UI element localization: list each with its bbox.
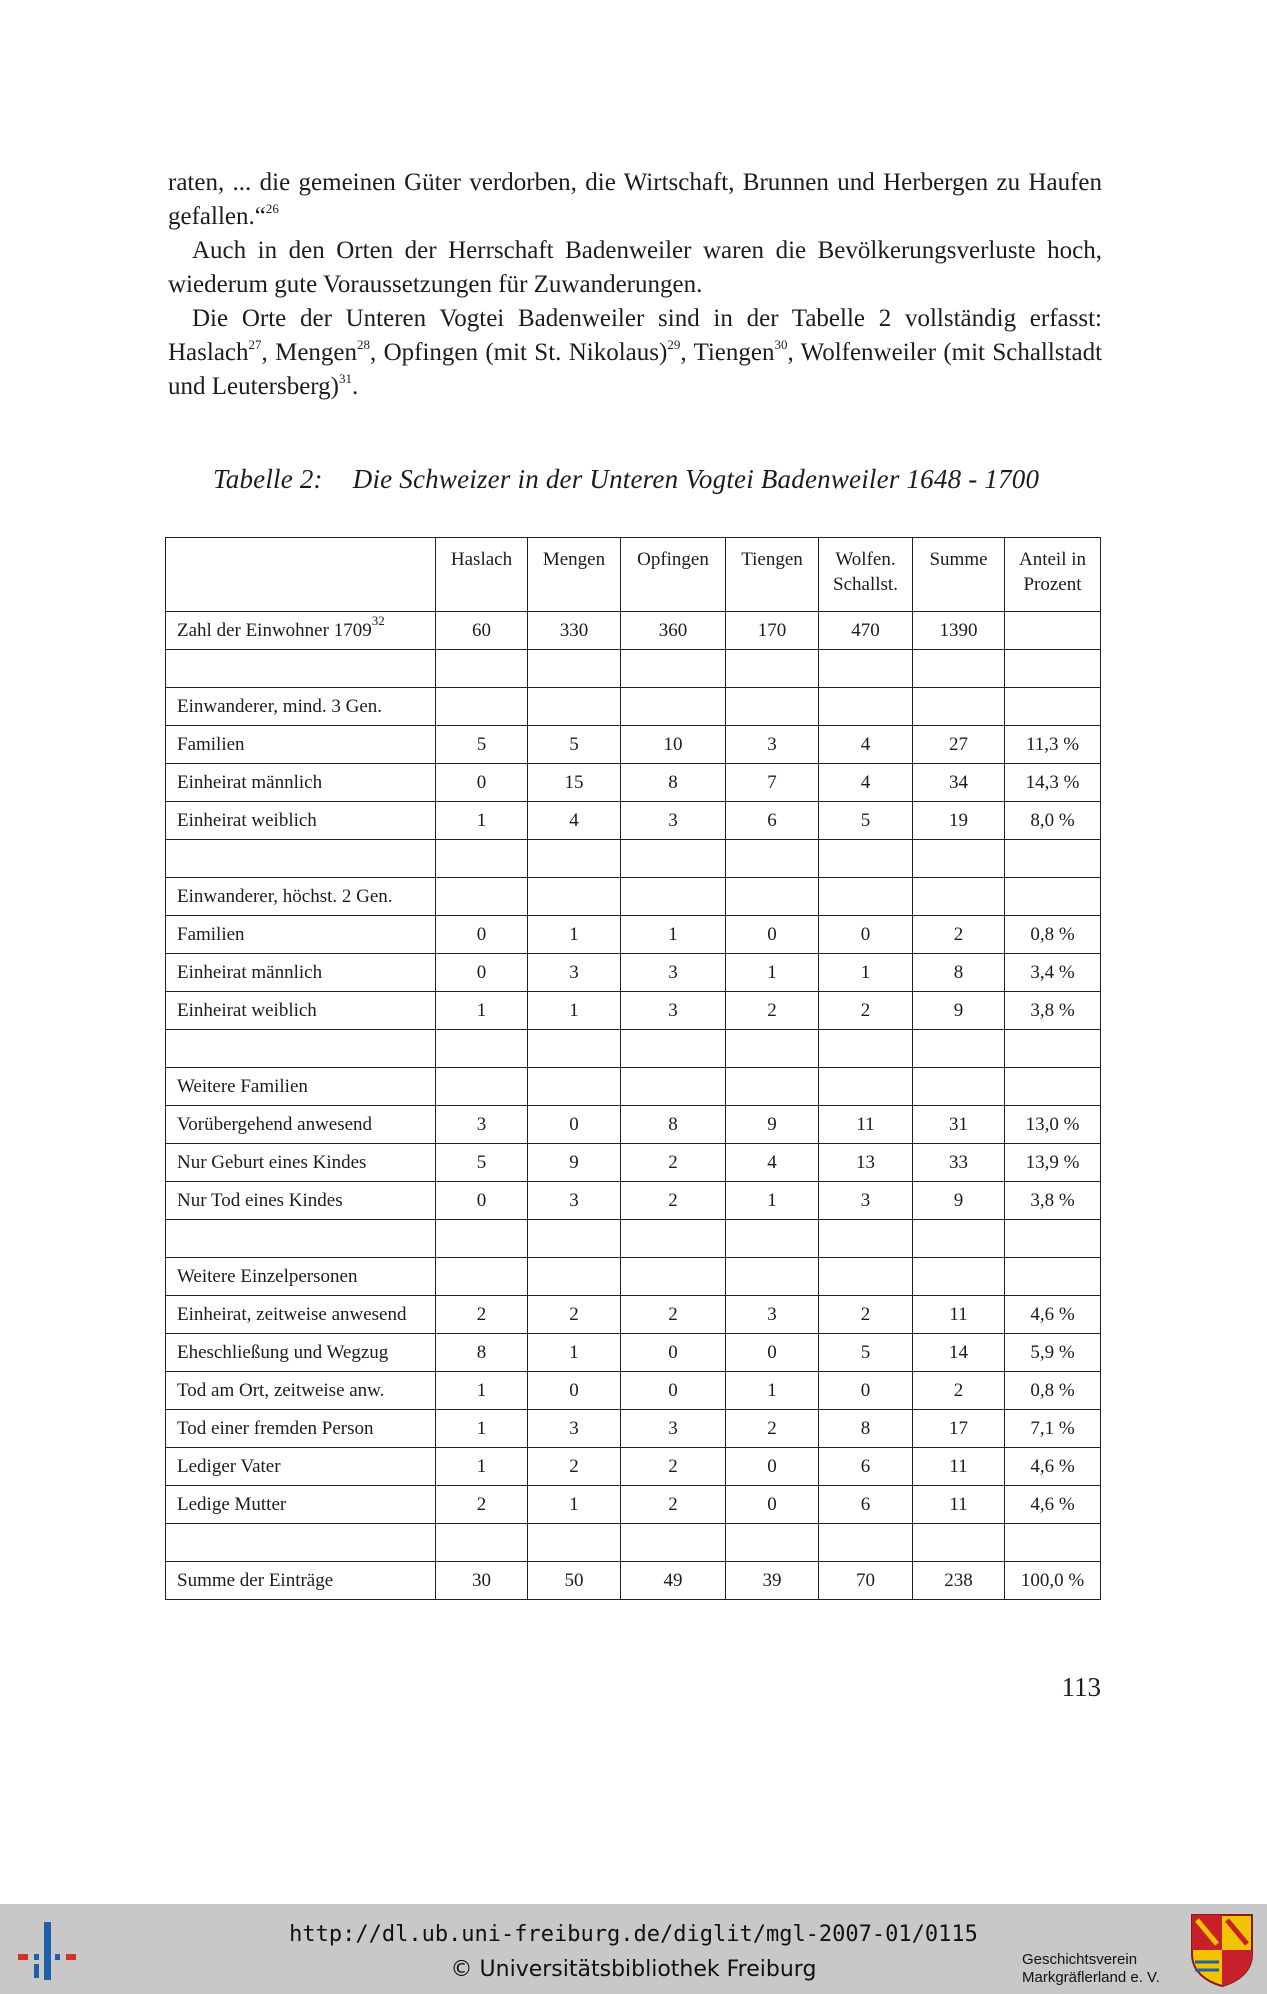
table-cell: 3 (726, 726, 819, 764)
paragraph-3-text-c: , Opfingen (mit St. Nikolaus) (370, 339, 668, 366)
table-cell: 2 (436, 1486, 528, 1524)
table-cell: 50 (528, 1562, 621, 1600)
table-cell (436, 878, 528, 916)
footnote-ref-26: 26 (265, 201, 279, 216)
row-label: Eheschließung und Wegzug (166, 1334, 436, 1372)
header-cell: Anteil in Prozent (1005, 538, 1101, 612)
table-cell (819, 688, 913, 726)
table-row (166, 688, 1101, 726)
table-cell: 6 (819, 1486, 913, 1524)
table-cell: 1 (528, 1334, 621, 1372)
table-cell: 2 (621, 1448, 726, 1486)
footnote-ref-30: 30 (774, 337, 788, 352)
table-cell (913, 840, 1005, 878)
table-cell: 5 (819, 1334, 913, 1372)
table-cell (621, 1524, 726, 1562)
table-cell (528, 1220, 621, 1258)
row-label: Lediger Vater (166, 1448, 436, 1486)
table-row (166, 1486, 1101, 1524)
table-cell: 3 (436, 1106, 528, 1144)
table-cell: 238 (913, 1562, 1005, 1600)
header-cell: Wolfen. Schallst. (819, 538, 913, 612)
table-cell: 15 (528, 764, 621, 802)
table-cell: 13 (819, 1144, 913, 1182)
body-text (168, 166, 1102, 404)
table-cell (726, 840, 819, 878)
table-cell (819, 650, 913, 688)
table-row (166, 1106, 1101, 1144)
table-cell: 2 (819, 1296, 913, 1334)
table-cell (621, 1030, 726, 1068)
table-cell (819, 1030, 913, 1068)
table-cell: 2 (621, 1296, 726, 1334)
table-cell (528, 688, 621, 726)
table-row (166, 1030, 1101, 1068)
table-cell (621, 840, 726, 878)
paragraph-3-text-d: , Tiengen (680, 339, 775, 366)
footer-copyright: © Universitätsbibliothek Freiburg (450, 1957, 817, 1982)
table-cell (726, 1524, 819, 1562)
table-cell: 470 (819, 612, 913, 650)
table-cell (726, 878, 819, 916)
row-label: Einwanderer, höchst. 2 Gen. (166, 878, 436, 916)
table-cell: 1 (726, 1372, 819, 1410)
table-cell: 0,8 % (1005, 1372, 1101, 1410)
table-cell: 1 (436, 802, 528, 840)
table-cell (1005, 878, 1101, 916)
table-cell (913, 878, 1005, 916)
table-cell (726, 650, 819, 688)
table-cell: 330 (528, 612, 621, 650)
table-cell: 5 (436, 1144, 528, 1182)
table-cell: 7,1 % (1005, 1410, 1101, 1448)
table-cell (913, 1258, 1005, 1296)
table-cell: 14 (913, 1334, 1005, 1372)
table-cell: 2 (726, 1410, 819, 1448)
table-cell: 8 (621, 1106, 726, 1144)
table-cell (436, 688, 528, 726)
table-cell: 70 (819, 1562, 913, 1600)
table-cell (528, 1258, 621, 1296)
table-cell (1005, 688, 1101, 726)
footnote-ref-27: 27 (248, 337, 262, 352)
row-label-text: Zahl der Einwohner 1709 (177, 619, 372, 641)
table-cell (528, 650, 621, 688)
table-row (166, 1562, 1101, 1600)
footnote-ref-29: 29 (667, 337, 681, 352)
table-cell: 0,8 % (1005, 916, 1101, 954)
row-label: Einwanderer, mind. 3 Gen. (166, 688, 436, 726)
table-cell: 5,9 % (1005, 1334, 1101, 1372)
table-cell (436, 1068, 528, 1106)
table-cell: 17 (913, 1410, 1005, 1448)
table-cell: 0 (726, 1448, 819, 1486)
table-cell: 3 (621, 954, 726, 992)
table-cell (819, 1068, 913, 1106)
paragraph-3-text-b: , Mengen (261, 339, 358, 366)
table-cell: 3,8 % (1005, 1182, 1101, 1220)
table-cell: 3 (621, 992, 726, 1030)
society-name-line-1: Geschichtsverein (1022, 1951, 1138, 1968)
row-label: Tod einer fremden Person (166, 1410, 436, 1448)
table-row (166, 916, 1101, 954)
table-cell: 2 (819, 992, 913, 1030)
table-cell: 4 (726, 1144, 819, 1182)
table-cell (819, 878, 913, 916)
table-cell: 4,6 % (1005, 1296, 1101, 1334)
table-cell (1005, 840, 1101, 878)
table-cell: 0 (726, 1486, 819, 1524)
table-cell: 1 (436, 992, 528, 1030)
footer-bar (0, 1904, 1267, 1994)
table-cell: 0 (726, 916, 819, 954)
table-cell: 3 (621, 802, 726, 840)
paragraph-1-text: raten, ... die gemeinen Güter verdorben, die Wirtschaft, Brunnen und Herbergen zu Haufen gefallen.“ (168, 169, 1102, 230)
table-cell (621, 1068, 726, 1106)
header-cell: Summe (913, 538, 1005, 612)
footnote-ref-28: 28 (357, 337, 371, 352)
footer-url-link[interactable]: http://dl.ub.uni-freiburg.de/diglit/mgl-2007-01/0115 (289, 1922, 978, 1947)
table-cell: 9 (528, 1144, 621, 1182)
table-cell (726, 1030, 819, 1068)
table-cell: 1 (621, 916, 726, 954)
table-cell: 6 (726, 802, 819, 840)
table-row (166, 1144, 1101, 1182)
table-cell (528, 840, 621, 878)
table-cell: 2 (528, 1448, 621, 1486)
table-cell (819, 1258, 913, 1296)
table-row (166, 1220, 1101, 1258)
table-row (166, 1372, 1101, 1410)
table-cell (913, 688, 1005, 726)
table-cell: 9 (726, 1106, 819, 1144)
paragraph-3 (168, 302, 1102, 404)
table-cell: 4 (528, 802, 621, 840)
table-cell: 14,3 % (1005, 764, 1101, 802)
heraldic-crest-icon (1189, 1912, 1255, 1988)
row-label: Vorübergehend anwesend (166, 1106, 436, 1144)
table-cell: 100,0 % (1005, 1562, 1101, 1600)
table-cell: 1390 (913, 612, 1005, 650)
row-label (166, 1524, 436, 1562)
table-cell (436, 1258, 528, 1296)
table-cell: 0 (436, 916, 528, 954)
table-row (166, 1182, 1101, 1220)
row-label (166, 1030, 436, 1068)
table-cell: 3 (528, 1410, 621, 1448)
table-row (166, 840, 1101, 878)
table-cell: 7 (726, 764, 819, 802)
table-cell (913, 1068, 1005, 1106)
table-cell: 11 (913, 1296, 1005, 1334)
table-cell: 3 (726, 1296, 819, 1334)
table-row (166, 1296, 1101, 1334)
table-cell (726, 1258, 819, 1296)
header-cell (166, 538, 436, 612)
header-cell: Mengen (528, 538, 621, 612)
table-cell: 0 (621, 1372, 726, 1410)
table-cell: 9 (913, 992, 1005, 1030)
table-cell: 3 (528, 954, 621, 992)
table-cell (819, 840, 913, 878)
row-label (166, 1220, 436, 1258)
table-cell (1005, 650, 1101, 688)
table-cell: 11 (819, 1106, 913, 1144)
table-cell: 49 (621, 1562, 726, 1600)
table-cell: 0 (726, 1334, 819, 1372)
table-cell (1005, 612, 1101, 650)
table-cell (726, 1220, 819, 1258)
row-label: Einheirat männlich (166, 954, 436, 992)
table-cell: 33 (913, 1144, 1005, 1182)
table-header-row (166, 538, 1101, 612)
table-cell (436, 1524, 528, 1562)
table-cell: 2 (913, 916, 1005, 954)
table-cell: 13,0 % (1005, 1106, 1101, 1144)
paragraph-3-text-f: . (352, 373, 359, 400)
table-cell (726, 1068, 819, 1106)
table-cell (621, 1258, 726, 1296)
table-row (166, 802, 1101, 840)
table-cell (621, 650, 726, 688)
row-label: Familien (166, 726, 436, 764)
table-cell: 19 (913, 802, 1005, 840)
table-cell: 4,6 % (1005, 1486, 1101, 1524)
row-label: Einheirat weiblich (166, 802, 436, 840)
table-caption (213, 464, 1039, 495)
table-cell (1005, 1030, 1101, 1068)
table-cell (1005, 1220, 1101, 1258)
table-cell (528, 1524, 621, 1562)
row-label: Familien (166, 916, 436, 954)
table-cell (436, 650, 528, 688)
table-row (166, 764, 1101, 802)
table-row (166, 612, 1101, 650)
table-cell: 0 (819, 916, 913, 954)
table-cell: 1 (528, 992, 621, 1030)
table-cell: 2 (621, 1486, 726, 1524)
row-label: Summe der Einträge (166, 1562, 436, 1600)
table-cell: 39 (726, 1562, 819, 1600)
table-cell (1005, 1524, 1101, 1562)
table-cell: 2 (528, 1296, 621, 1334)
table-cell: 5 (436, 726, 528, 764)
table-row (166, 650, 1101, 688)
table-cell: 8 (621, 764, 726, 802)
table-cell (436, 1030, 528, 1068)
footnote-ref-32: 32 (371, 612, 385, 628)
table-cell: 0 (436, 1182, 528, 1220)
table-cell: 1 (528, 1486, 621, 1524)
table-cell: 5 (528, 726, 621, 764)
table-cell: 360 (621, 612, 726, 650)
table-cell: 13,9 % (1005, 1144, 1101, 1182)
table-row (166, 726, 1101, 764)
society-name-line-2: Markgräflerland e. V. (1022, 1969, 1160, 1986)
table-cell: 3 (528, 1182, 621, 1220)
table-cell (913, 1030, 1005, 1068)
table-cell: 9 (913, 1182, 1005, 1220)
table-cell (621, 878, 726, 916)
table-cell (913, 650, 1005, 688)
table-cell: 0 (621, 1334, 726, 1372)
table-caption-title: Die Schweizer in der Unteren Vogtei Badenweiler 1648 - 1700 (352, 464, 1040, 494)
row-label (166, 840, 436, 878)
paragraph-2: Auch in den Orten der Herrschaft Badenweiler waren die Bevölkerungsverluste hoch, wiederum gute Voraussetzungen für Zuwanderungen. (168, 237, 1102, 298)
table-cell: 1 (436, 1448, 528, 1486)
row-label (166, 612, 436, 650)
table-cell (819, 1524, 913, 1562)
table-cell (436, 840, 528, 878)
table-cell: 1 (528, 916, 621, 954)
table-cell: 11,3 % (1005, 726, 1101, 764)
row-label: Einheirat, zeitweise anwesend (166, 1296, 436, 1334)
table-cell (1005, 1068, 1101, 1106)
table-cell: 11 (913, 1448, 1005, 1486)
row-label: Weitere Einzelpersonen (166, 1258, 436, 1296)
table-cell: 3 (621, 1410, 726, 1448)
table-cell: 170 (726, 612, 819, 650)
table-cell: 8 (819, 1410, 913, 1448)
table-row (166, 1448, 1101, 1486)
row-label: Weitere Familien (166, 1068, 436, 1106)
paragraph-3-text-e: , Wolfenweiler (mit Schallstadt und Leutersberg) (168, 339, 1103, 400)
row-label (166, 650, 436, 688)
table-cell: 8 (913, 954, 1005, 992)
table-cell (819, 1220, 913, 1258)
table-row (166, 1524, 1101, 1562)
table-cell: 3 (819, 1182, 913, 1220)
row-label: Nur Geburt eines Kindes (166, 1144, 436, 1182)
row-label: Nur Tod eines Kindes (166, 1182, 436, 1220)
table-cell (1005, 1258, 1101, 1296)
table-cell: 4,6 % (1005, 1448, 1101, 1486)
table-cell: 8 (436, 1334, 528, 1372)
table-cell: 0 (436, 954, 528, 992)
table-cell: 5 (819, 802, 913, 840)
table-row (166, 992, 1101, 1030)
table-cell (913, 1220, 1005, 1258)
table-cell: 10 (621, 726, 726, 764)
page-number: 113 (1061, 1672, 1101, 1702)
header-cell: Haslach (436, 538, 528, 612)
table-cell: 0 (528, 1106, 621, 1144)
table-cell: 3,8 % (1005, 992, 1101, 1030)
table-row (166, 1258, 1101, 1296)
table-cell (528, 878, 621, 916)
table-cell (913, 1524, 1005, 1562)
society-name (1022, 1951, 1160, 1987)
header-cell: Tiengen (726, 538, 819, 612)
table-cell: 1 (436, 1410, 528, 1448)
footnote-ref-31: 31 (339, 371, 353, 386)
table-cell (621, 1220, 726, 1258)
row-label: Ledige Mutter (166, 1486, 436, 1524)
row-label: Einheirat männlich (166, 764, 436, 802)
table-cell: 6 (819, 1448, 913, 1486)
table-caption-label: Tabelle 2: (213, 464, 323, 494)
table-cell: 2 (621, 1182, 726, 1220)
table-cell: 0 (819, 1372, 913, 1410)
table-cell: 34 (913, 764, 1005, 802)
table-cell: 4 (819, 764, 913, 802)
table-cell: 2 (913, 1372, 1005, 1410)
table-row (166, 1334, 1101, 1372)
table-cell: 1 (726, 954, 819, 992)
table-cell: 2 (621, 1144, 726, 1182)
table-cell: 4 (819, 726, 913, 764)
table-cell: 8,0 % (1005, 802, 1101, 840)
table-cell (436, 1220, 528, 1258)
data-table (165, 537, 1101, 1600)
table-cell: 0 (436, 764, 528, 802)
row-label: Einheirat weiblich (166, 992, 436, 1030)
table-row (166, 878, 1101, 916)
table-cell: 11 (913, 1486, 1005, 1524)
table-cell (621, 688, 726, 726)
table-cell: 31 (913, 1106, 1005, 1144)
table-cell (528, 1068, 621, 1106)
paragraph-1 (168, 166, 1102, 234)
table-row (166, 954, 1101, 992)
table-cell: 27 (913, 726, 1005, 764)
header-cell: Opfingen (621, 538, 726, 612)
row-label: Tod am Ort, zeitweise anw. (166, 1372, 436, 1410)
table-row (166, 1410, 1101, 1448)
table-cell: 2 (436, 1296, 528, 1334)
table-cell: 60 (436, 612, 528, 650)
table-cell: 2 (726, 992, 819, 1030)
table-cell: 3,4 % (1005, 954, 1101, 992)
table-cell: 0 (528, 1372, 621, 1410)
table-cell: 1 (819, 954, 913, 992)
table-cell (528, 1030, 621, 1068)
table-cell: 30 (436, 1562, 528, 1600)
paragraph-3-text-a: Die Orte der Unteren Vogtei Badenweiler sind in der Tabelle 2 vollständig erfasst: Haslach (168, 305, 1102, 366)
table-row (166, 1068, 1101, 1106)
table-cell: 1 (726, 1182, 819, 1220)
table-cell: 1 (436, 1372, 528, 1410)
table-cell (726, 688, 819, 726)
